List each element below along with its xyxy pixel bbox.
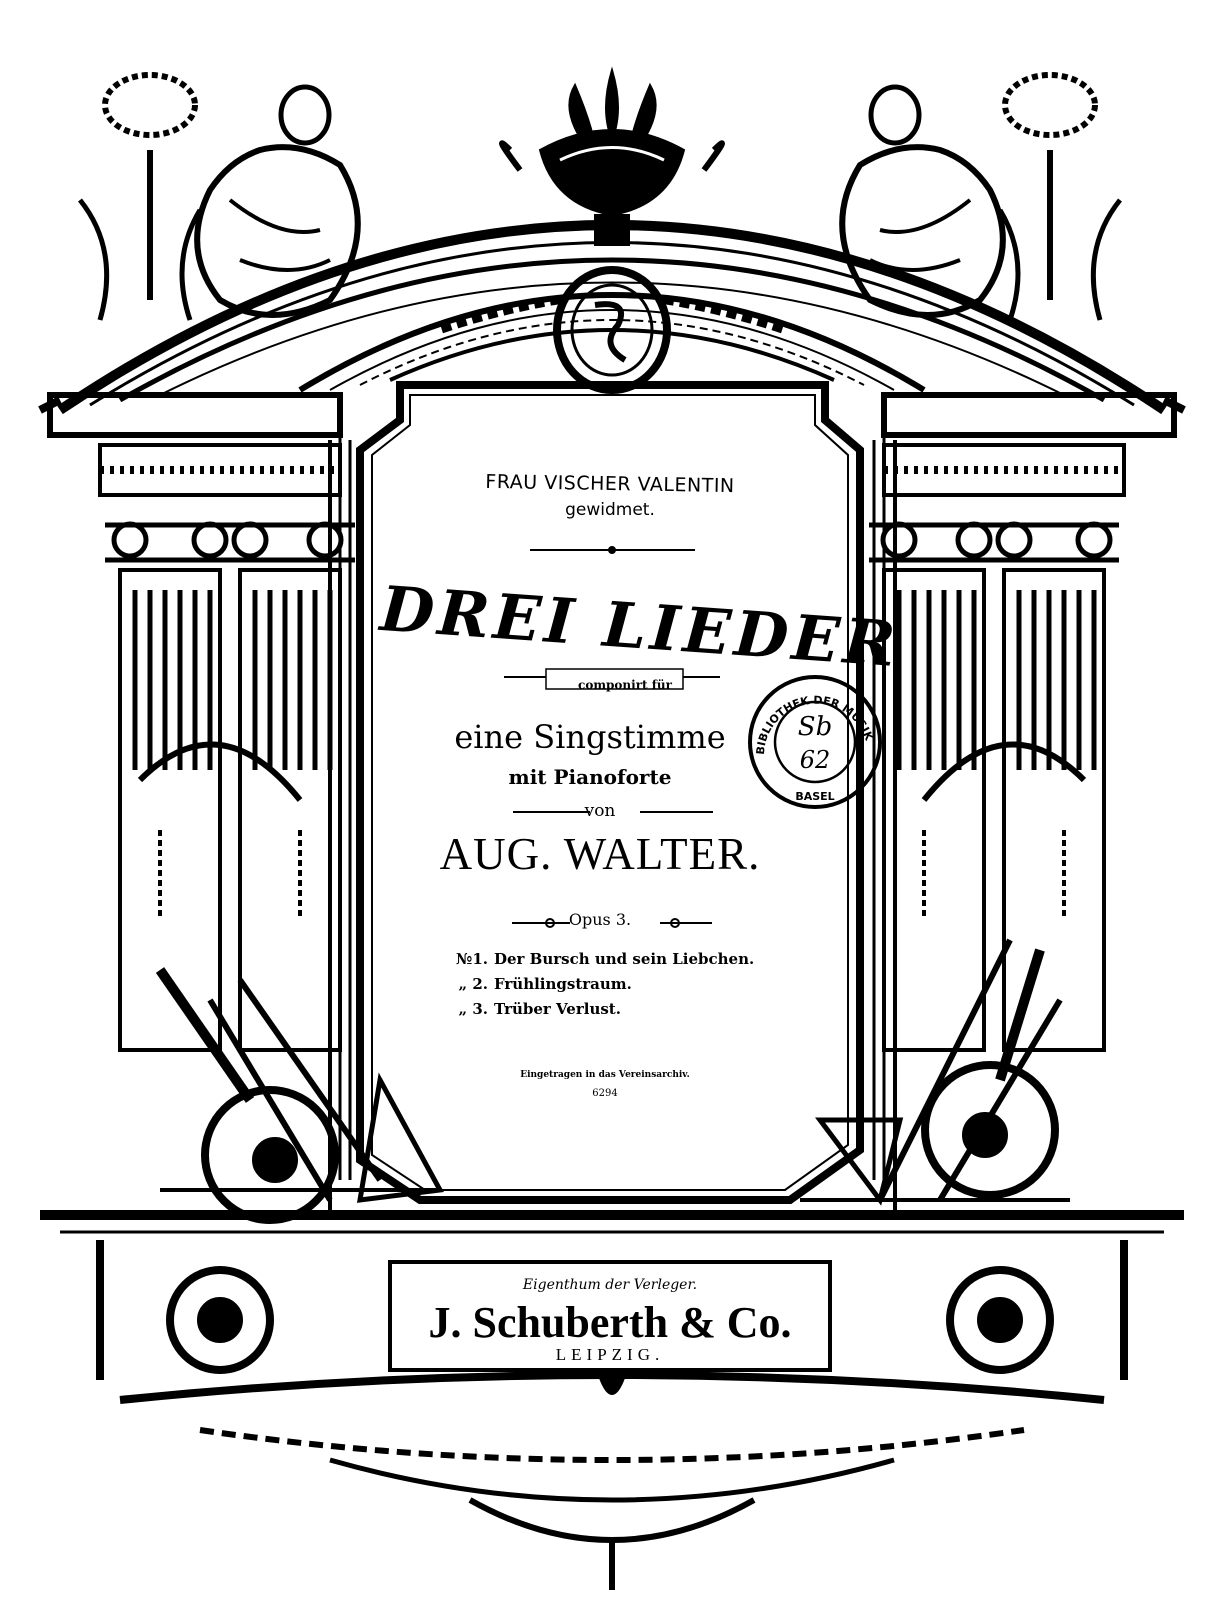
song-item	[446, 1000, 806, 1025]
publisher-name: J. Schuberth & Co.	[428, 1298, 792, 1347]
publisher-city: LEIPZIG.	[555, 1345, 665, 1364]
stamp-shelfmark-bottom: 62	[799, 746, 831, 774]
song-number: №1.	[456, 950, 488, 968]
publisher-note: Eigenthum der Verleger.	[522, 1277, 698, 1293]
voice-line: eine Singstimme	[454, 718, 726, 756]
accompaniment-line: mit Pianoforte	[508, 765, 672, 789]
song-title: Der Bursch und sein Liebchen.	[494, 950, 755, 968]
registration-note: Eingetragen in das Vereinsarchiv.	[520, 1070, 690, 1080]
stamp-shelfmark-top: Sb	[797, 712, 833, 742]
song-item	[446, 975, 806, 1000]
composed-for-label: componirt für	[578, 678, 672, 692]
song-item	[446, 950, 806, 975]
plate-number: 6294	[592, 1088, 618, 1099]
dedication-name: FRAU VISCHER VALENTIN	[485, 470, 735, 498]
song-title: Trüber Verlust.	[494, 1000, 621, 1018]
song-title: Frühlingstraum.	[494, 975, 632, 993]
opus-number: Opus 3.	[568, 910, 632, 929]
by-word: von	[584, 801, 616, 821]
stamp-city: BASEL	[795, 790, 835, 803]
stamp-ring-text: BIBLIOTHEK DER MUSIK	[753, 693, 876, 756]
composer-name: AUG. WALTER.	[439, 829, 761, 879]
main-title: DREI LIEDER	[378, 572, 902, 682]
song-number: „ 3.	[458, 1000, 488, 1018]
song-number: „ 2.	[458, 975, 488, 993]
dedication-word: gewidmet.	[565, 500, 655, 520]
song-list	[446, 950, 806, 1025]
